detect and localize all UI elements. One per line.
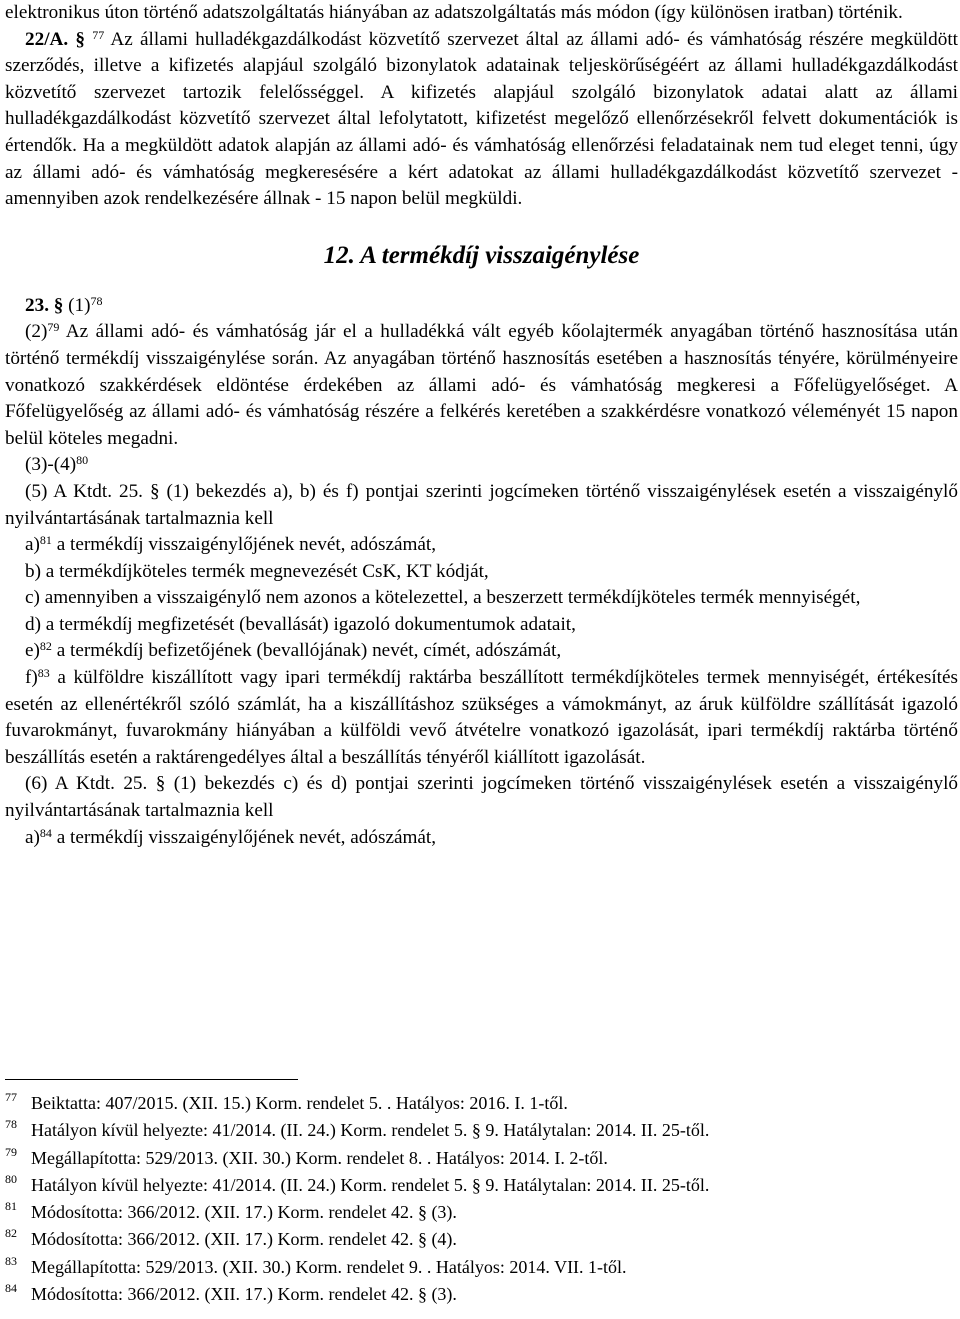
item-e-text: a termékdíj befizetőjének (bevallójának) nevét, címét, adószámát, — [51, 640, 562, 662]
section-22a-text-1: Az állami hulladékgazdálkodást közvetítő szervezet által az állami adó- és vámhatóság részére megküldött szerződés, illetve a kifizetés alapjául szolgáló bizonylatok adatainak teljeskörűségéért az állami hulladékgazdálkodást közvetítő szervezet tartozik felelősséggel. — [5, 28, 958, 103]
intro-paragraph: elektronikus úton történő adatszolgáltatás hiányában az adatszolgáltatás más módon (így különösen iratban) történik. — [5, 2, 903, 23]
section-title: 12. A termékdíj visszaigénylése — [323, 241, 640, 269]
section-22a-text-2: A kifizetés alapjául szolgáló bizonylatok adatai alatt az állami hulladékgazdálkodást közvetítő szervezet által lefolytatott, kifizetést megelőző ellenőrzésekről felvett dokumentációk is értendők. — [5, 81, 958, 156]
footnote: 77 Beiktatta: 407/2015. (XII. 15.) Korm. rendelet 5. . Hatályos: 2016. I. 1-től. — [5, 1090, 568, 1113]
para-3-4 — [5, 452, 958, 479]
footnote-ref-79[interactable]: 79 — [47, 320, 60, 335]
footnote: 82 Módosította: 366/2012. (XII. 17.) Korm. rendelet 42. § (4). — [5, 1226, 457, 1250]
item-f-text: a külföldre kiszállított vagy ipari termékdíj raktárba beszállított termékdíjköteles termek mennyiségét, értékesítés esetén az ellenértékről szóló számlát, ha a kiszállításhoz szükséges a vámokmányt, az áruk külföldre szállítását igazoló fuvarokmányt, fuvarokmány hiányában a külföldi vevő átvételre vonatkozó igazolását, ipari termékdíj raktárba történő beszállítás esetén a raktárengedélyes által a beszállítás tényéről kiállított igazolását. — [5, 667, 958, 768]
footnote: 79 Megállapította: 529/2013. (XII. 30.) Korm. rendelet 8. . Hatályos: 2014. I. 2-től. — [5, 1144, 608, 1168]
item-e-label: e) — [25, 640, 40, 662]
footnote-text: Módosította: 366/2012. (XII. 17.) Korm. rendelet 42. § (3). — [31, 1202, 457, 1223]
footnote: 83 Megállapította: 529/2013. (XII. 30.) Korm. rendelet 9. . Hatályos: 2014. VII. 1-től. — [5, 1253, 627, 1277]
document-body — [5, 0, 958, 851]
footnote-text: Hatályon kívül helyezte: 41/2014. (II. 24.) Korm. rendelet 5. § 9. Hatálytalan: 2014. II. 25-től. — [31, 1174, 710, 1195]
item-a-2-label: a) — [25, 826, 40, 848]
para-3-4-label: (3)-(4) — [25, 454, 77, 476]
section-22a-text-3: Ha a megküldött adatok alapján az állami adó- és vámhatóság ellenőrzési feladatainak nem tud eleget tenni, úgy az állami adó- és vámhatóság megkeresésére a kért adatokat az állami hulladékgazdálkodást közvetítő szervezet - amennyiben azok rendelkezésére állnak - 15 napon belül megküldi. — [5, 134, 958, 210]
para-2-label: (2) — [25, 321, 48, 343]
section-22a-paragraph — [5, 27, 958, 213]
section-23-number: 23. — [25, 294, 49, 316]
para-5: (5) A Ktdt. 25. § (1) bekezdés a), b) és f) pontjai szerinti jogcímeken történő visszaigénylések esetén a visszaigénylő nyilvántartásának tartalmaznia kell — [5, 480, 958, 529]
section-sign: § — [53, 294, 64, 316]
footnote-text: Megállapította: 529/2013. (XII. 30.) Korm. rendelet 8. . Hatályos: 2014. I. 2-től. — [31, 1147, 608, 1168]
footnote: 81 Módosította: 366/2012. (XII. 17.) Korm. rendelet 42. § (3). — [5, 1199, 457, 1223]
footnote-text: Beiktatta: 407/2015. (XII. 15.) Korm. rendelet 5. . Hatályos: 2016. I. 1-től. — [31, 1093, 568, 1113]
para-6: (6) A Ktdt. 25. § (1) bekezdés c) és d) pontjai szerinti jogcímeken történő visszaigénylések esetén a visszaigénylő nyilvántartásának tartalmaznia kell — [5, 773, 958, 822]
item-e — [5, 638, 958, 665]
section-sign: § — [75, 28, 85, 50]
footnote-ref-83[interactable]: 83 — [37, 666, 50, 681]
footnote-ref-81[interactable]: 81 — [39, 533, 52, 548]
footnote: 78 Hatályon kívül helyezte: 41/2014. (II. 24.) Korm. rendelet 5. § 9. Hatálytalan: 2014. II. 25-től. — [5, 1117, 710, 1141]
section-22a-number: 22/A. — [25, 28, 69, 50]
item-a-2 — [5, 825, 958, 852]
footnotes — [5, 1090, 958, 1308]
footnote-text: Módosította: 366/2012. (XII. 17.) Korm. rendelet 42. § (4). — [31, 1229, 457, 1250]
footnote-ref-80[interactable]: 80 — [76, 453, 89, 468]
footnote-separator — [5, 1079, 298, 1080]
item-d: d) a termékdíj megfizetését (bevallását) igazoló dokumentumok adatait, — [25, 613, 576, 635]
footnote-text: Megállapította: 529/2013. (XII. 30.) Korm. rendelet 9. . Hatályos: 2014. VII. 1-től. — [31, 1256, 627, 1277]
item-a-text: a termékdíj visszaigénylőjének nevét, adószámát, — [51, 534, 437, 556]
footnote-ref-78[interactable]: 78 — [90, 293, 103, 308]
footnote-ref-77[interactable]: 77 — [92, 27, 105, 42]
para-1-label: (1) — [63, 294, 91, 316]
para-2 — [5, 319, 958, 452]
item-f-label: f) — [25, 667, 38, 689]
section-23-heading — [5, 293, 958, 320]
footnote-text: Módosította: 366/2012. (XII. 17.) Korm. rendelet 42. § (3). — [31, 1284, 457, 1305]
item-f — [5, 665, 958, 771]
footnote: 80 Hatályon kívül helyezte: 41/2014. (II. 24.) Korm. rendelet 5. § 9. Hatálytalan: 2014. II. 25-től. — [5, 1171, 710, 1195]
item-a — [5, 532, 958, 559]
footnote-ref-82[interactable]: 82 — [39, 639, 52, 654]
footnote-ref-84[interactable]: 84 — [39, 825, 52, 840]
item-b: b) a termékdíjköteles termék megnevezését CsK, KT kódját, — [25, 560, 489, 582]
footnote: 84 Módosította: 366/2012. (XII. 17.) Korm. rendelet 42. § (3). — [5, 1281, 457, 1305]
para-2-text: Az állami adó- és vámhatóság jár el a hulladékká vált egyéb kőolajtermék anyagában történő hasznosítása után történő termékdíj visszaigénylése során. Az anyagában történő hasznosítás esetében a hasznosítás tényére, körülményeire vonatkozó szakkérdések eldöntése érdekében az állami adó- és vámhatóság megkeresi a Főfelügyelőséget. A Főfelügyelőség az állami adó- és vámhatóság részére a felkérés keretében a szakkérdésre vonatkozó véleményét 15 napon belül köteles megadni. — [5, 321, 958, 449]
footnote-text: Hatályon kívül helyezte: 41/2014. (II. 24.) Korm. rendelet 5. § 9. Hatálytalan: 2014. II. 25-től. — [31, 1120, 710, 1141]
item-a-label: a) — [25, 534, 40, 556]
item-c: c) amennyiben a visszaigénylő nem azonos a kötelezettel, a beszerzett termékdíjköteles termék mennyiségét, — [25, 587, 861, 609]
item-a-2-text: a termékdíj visszaigénylőjének nevét, adószámát, — [51, 826, 437, 848]
